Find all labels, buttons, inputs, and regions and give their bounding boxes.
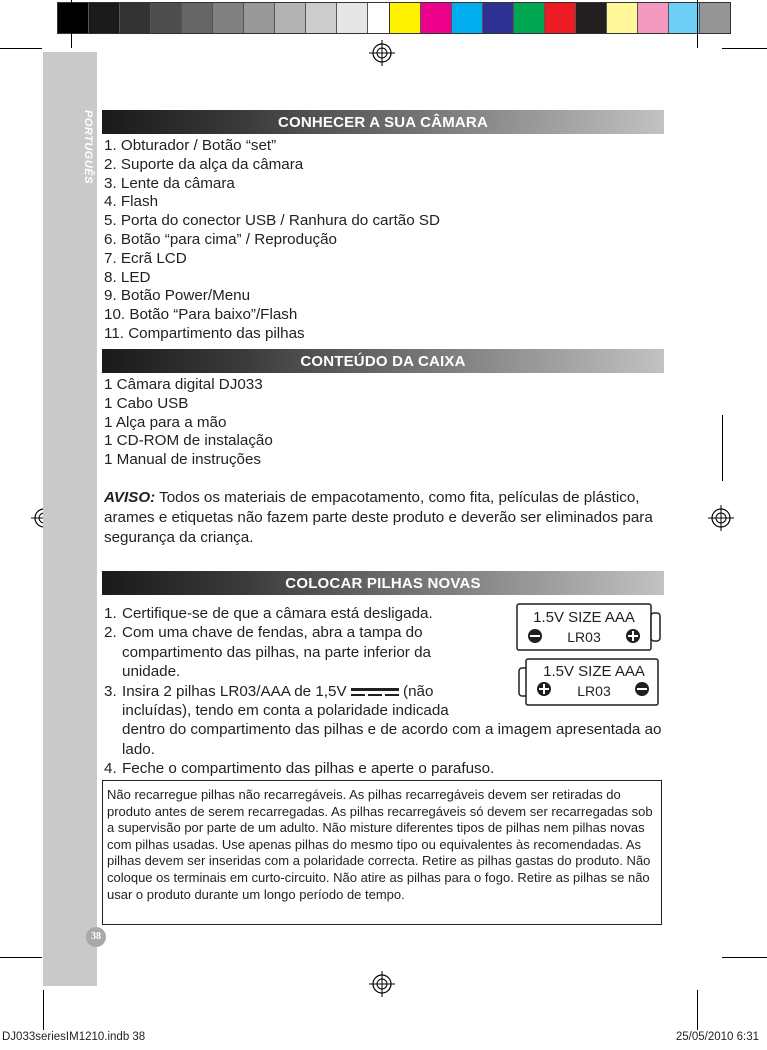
color-swatch: [514, 3, 545, 33]
list-item: 1 Alça para a mão: [104, 413, 227, 431]
battery-label: 1.5V SIZE AAA: [533, 609, 635, 626]
gray-swatch: [244, 3, 275, 33]
registration-mark-icon: [708, 505, 734, 531]
list-item: 1. Obturador / Botão “set”: [104, 137, 277, 154]
color-swatch: [421, 3, 452, 33]
gray-swatch: [275, 3, 306, 33]
crop-mark: [697, 0, 698, 48]
battery-label: LR03: [567, 629, 601, 645]
step-number: 2.: [104, 624, 117, 642]
list-item: 8. LED: [104, 268, 151, 286]
battery-illustration: [518, 658, 660, 708]
color-swatch: [669, 3, 700, 33]
step-text: (não incluídas), tendo em conta a polaridade indicada: [122, 682, 449, 720]
color-swatch: [576, 3, 607, 33]
crop-mark: [722, 48, 767, 49]
list-item: 9. Botão Power/Menu: [104, 287, 251, 305]
color-calibration-bar: [389, 2, 731, 34]
color-swatch: [607, 3, 638, 33]
side-mark: [722, 415, 723, 481]
battery-label: LR03: [577, 683, 611, 699]
gray-swatch: [213, 3, 244, 33]
section-header-box-contents: [102, 349, 664, 373]
crop-mark: [0, 48, 42, 49]
color-swatch: [483, 3, 514, 33]
gray-swatch: [337, 3, 368, 33]
step-text: dentro do compartimento das pilhas e de acordo com a imagem apresentada ao lado.: [122, 721, 662, 758]
step-number: 4.: [104, 760, 117, 778]
list-item: 1 Cabo USB: [104, 394, 189, 412]
step-number: 1.: [104, 605, 117, 622]
dc-symbol-icon: [351, 687, 399, 697]
battery-illustration: [516, 603, 662, 653]
list-item: 1 Câmara digital DJ033: [104, 376, 263, 393]
list-item: 1 Manual de instruções: [104, 451, 262, 469]
gray-swatch: [89, 3, 120, 33]
color-swatch: [390, 3, 421, 33]
page-number: 38: [86, 927, 106, 947]
warning-text: Todos os materiais de empacotamento, como fita, películas de plástico, arames e etiquetas não fazem parte deste produto e deverão ser eliminados para segurança da criança.: [104, 489, 653, 546]
step-text: Feche o compartimento das pilhas e aperte o parafuso.: [122, 760, 495, 778]
registration-mark-icon: [369, 971, 395, 997]
crop-mark: [0, 957, 42, 958]
battery-label: 1.5V SIZE AAA: [543, 663, 645, 680]
step-item: [104, 759, 664, 778]
color-swatch: [700, 3, 730, 33]
crop-mark: [71, 0, 72, 48]
battery-safety-box: [102, 780, 662, 925]
gray-calibration-bar: [57, 2, 399, 34]
color-swatch: [638, 3, 669, 33]
color-swatch: [452, 3, 483, 33]
section-header-batteries: [102, 571, 664, 595]
crop-mark: [43, 990, 44, 1030]
step-number: 3.: [104, 682, 117, 700]
list-item: 4. Flash: [104, 193, 159, 211]
gray-swatch: [182, 3, 213, 33]
step-text: Com uma chave de fendas, abra a tampa do compartimento das pilhas, na parte inferior da unidade.: [122, 624, 431, 681]
camera-parts-list: [104, 137, 440, 344]
packaging-warning: [104, 488, 664, 548]
list-item: 10. Botão “Para baixo”/Flash: [104, 306, 298, 324]
gray-swatch: [306, 3, 337, 33]
section-title: CONTEÚDO DA CAIXA: [300, 353, 466, 370]
gray-swatch: [58, 3, 89, 33]
language-tab: PORTUGUÊS: [82, 110, 94, 184]
color-swatch: [545, 3, 576, 33]
crop-mark: [697, 990, 698, 1030]
step-item: [104, 623, 467, 681]
list-item: 6. Botão “para cima” / Reprodução: [104, 230, 337, 248]
step-text: Insira 2 pilhas LR03/AAA de 1,5V: [122, 682, 347, 700]
list-item: 11. Compartimento das pilhas: [104, 324, 305, 342]
section-title: CONHECER A SUA CÂMARA: [277, 114, 489, 131]
list-item: 2. Suporte da alça da câmara: [104, 155, 304, 173]
list-item: 5. Porta do conector USB / Ranhura do cartão SD: [104, 212, 440, 230]
footer-timestamp: 25/05/2010 6:31: [675, 1031, 759, 1043]
section-title: COLOCAR PILHAS NOVAS: [285, 575, 481, 592]
list-item: 1 CD-ROM de instalação: [104, 432, 273, 450]
footer-file-info: DJ033seriesIM1210.indb 38: [2, 1031, 146, 1043]
list-item: 3. Lente da câmara: [104, 174, 235, 192]
section-header-know-camera: [102, 110, 664, 134]
crop-mark: [722, 957, 767, 958]
registration-mark-icon: [369, 40, 395, 66]
list-item: 7. Ecrã LCD: [104, 249, 187, 267]
gray-swatch: [120, 3, 151, 33]
warning-label: AVISO:: [104, 489, 156, 506]
box-contents-list: [104, 376, 273, 470]
battery-safety-text: Não recarregue pilhas não recarregáveis. As pilhas recarregáveis devem ser retiradas do produto antes de serem recarregadas. As pilhas recarregáveis só devem ser recarregadas sob a supervisão por parte de um adulto. Não misture diferentes tipos de pilhas nem pilhas novas com pilhas usadas. Use apenas pilhas do mesmo tipo ou equivalentes às recomendadas. As pilhas devem ser inseridas com a polaridade correcta. Retire as pilhas gastas do produto. Não coloque os terminais em curto-circuito. Não atire as pilhas para o fogo. Retire as pilhas se não usar o produto durante um longo período de tempo.: [107, 787, 653, 902]
gray-swatch: [151, 3, 182, 33]
step-text: Certifique-se de que a câmara está desligada.: [122, 605, 433, 622]
